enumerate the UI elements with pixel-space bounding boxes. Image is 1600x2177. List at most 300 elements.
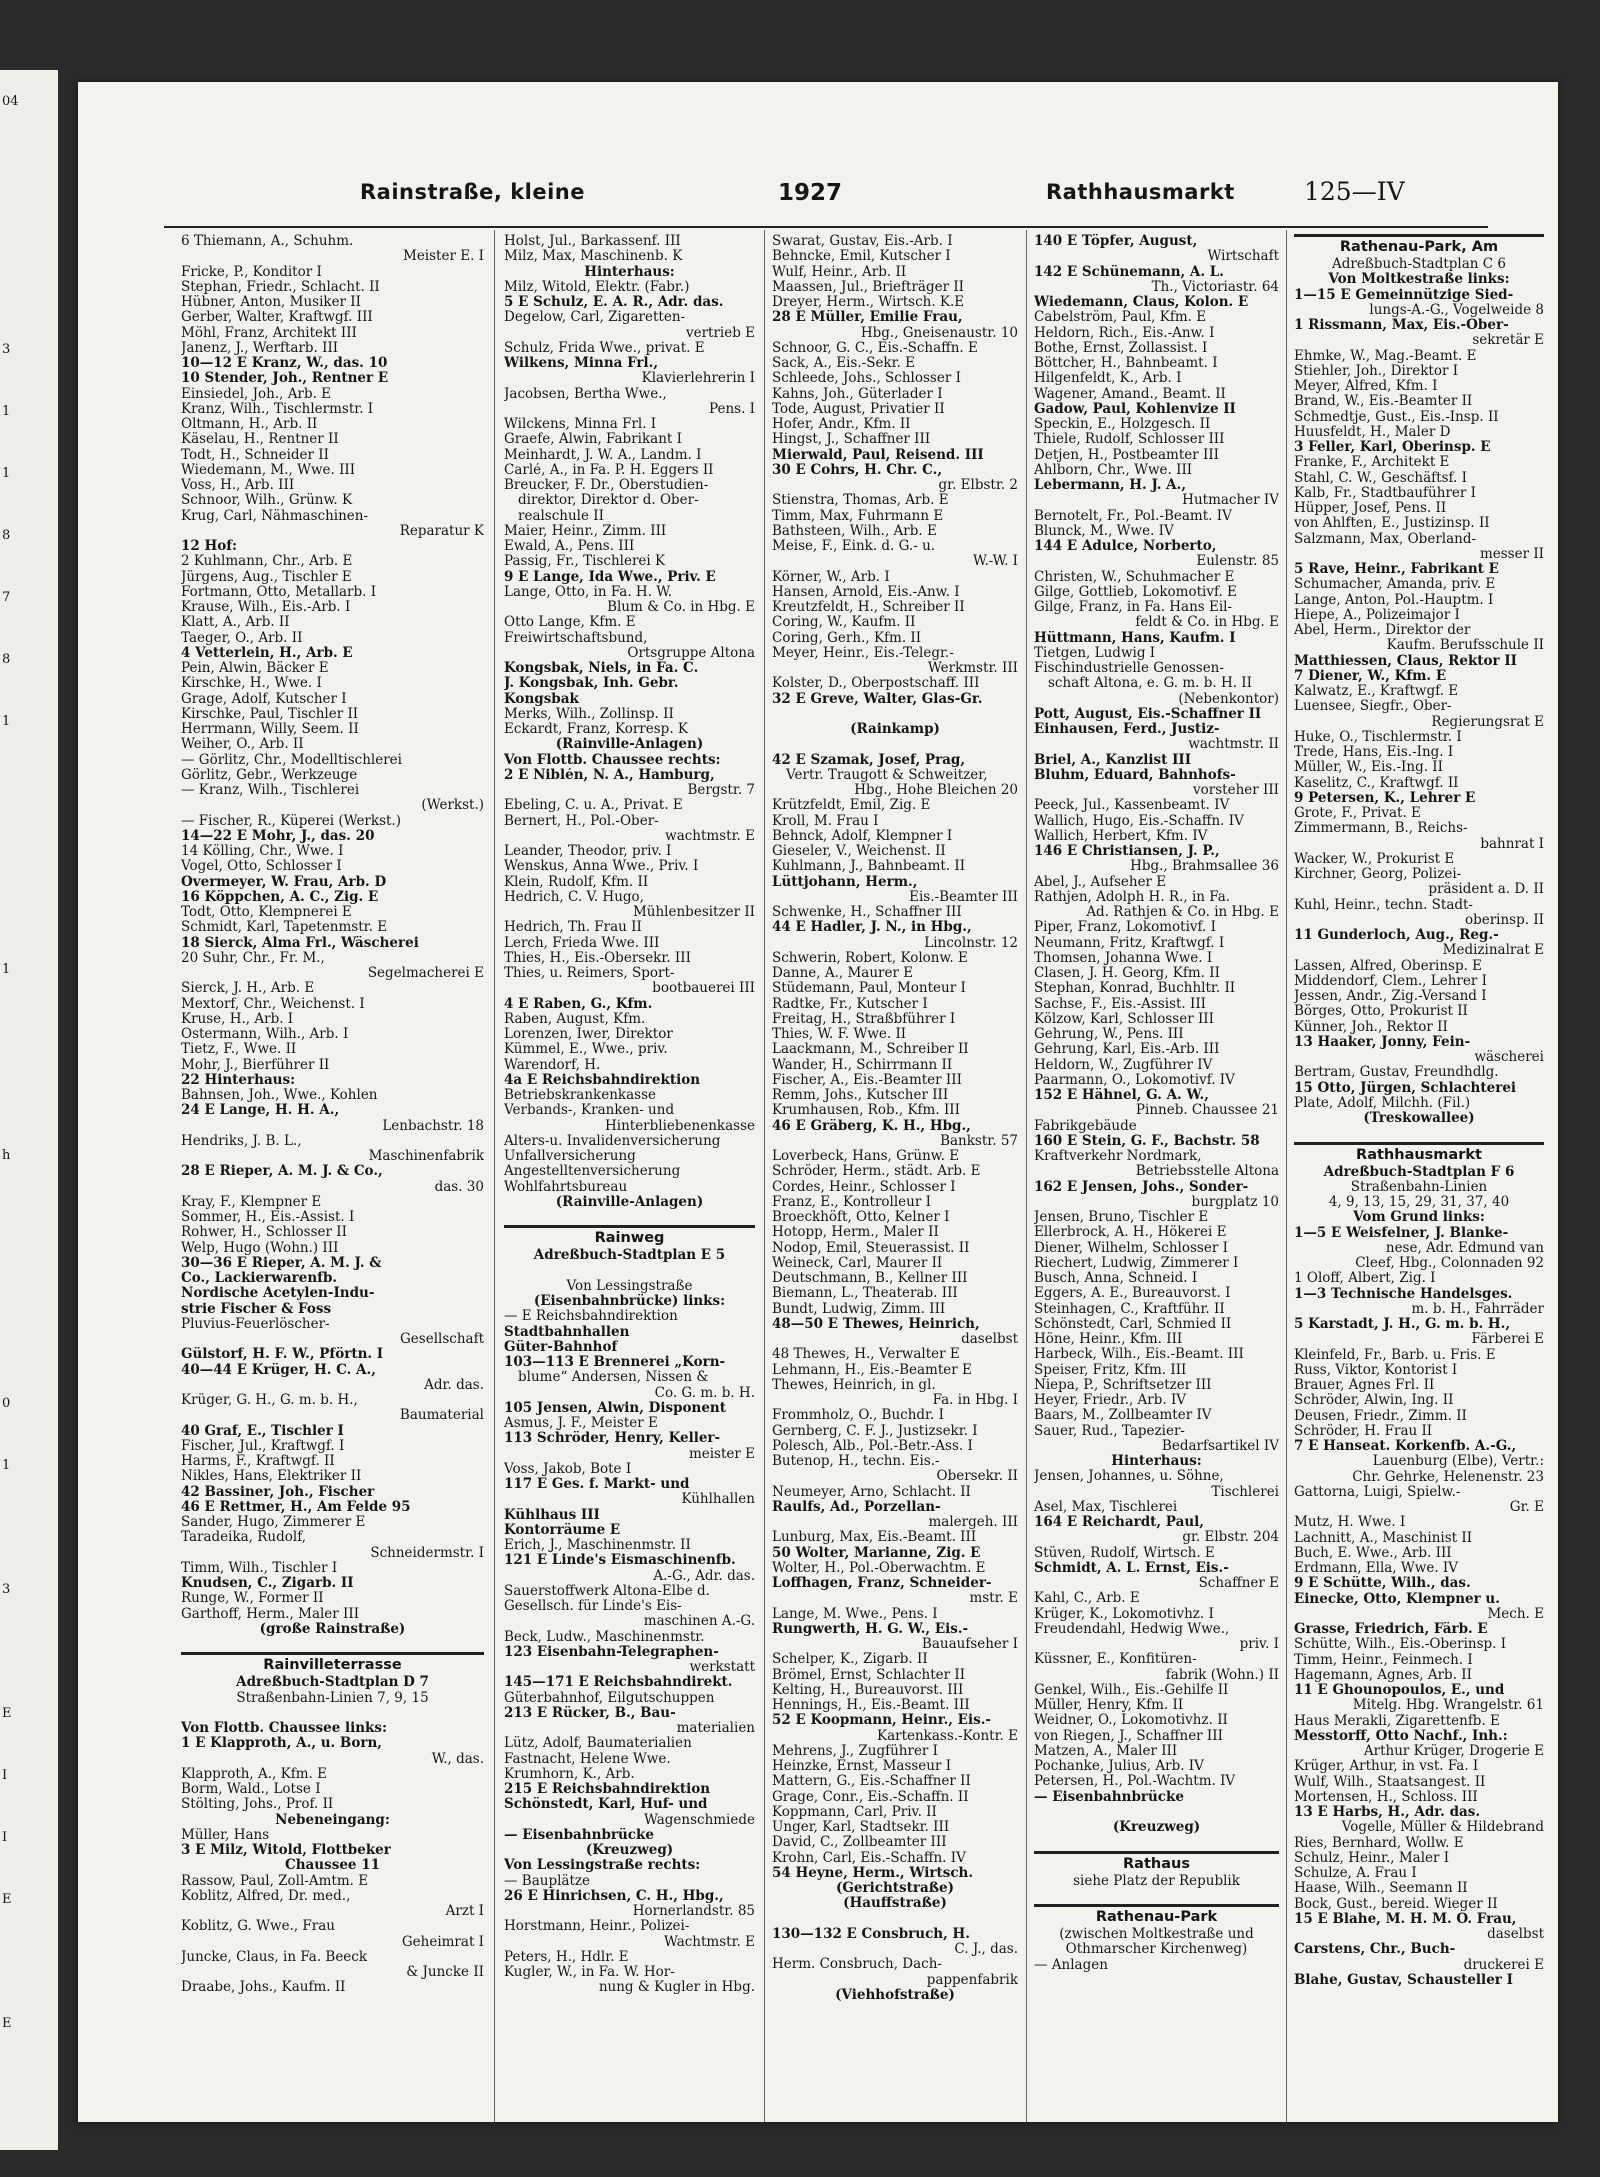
directory-entry: Warendorf, H. bbox=[504, 1057, 601, 1073]
adjacent-page-edge bbox=[0, 70, 58, 2150]
directory-entry: Kelting, H., Bureauvorst. III bbox=[772, 1682, 964, 1698]
directory-entry: Ellerbrock, A. H., Hökerei E bbox=[1034, 1225, 1227, 1241]
directory-entry: Meise, F., Eink. d. G.- u. bbox=[772, 539, 936, 554]
directory-entry: Bergstr. 7 bbox=[687, 783, 755, 798]
edge-glyph: I bbox=[2, 1768, 8, 1783]
directory-entry: 4a E Reichsbahndirektion bbox=[504, 1072, 701, 1088]
directory-entry: 144 E Adulce, Norberto, bbox=[1034, 539, 1217, 554]
directory-entry: Bernotelt, Fr., Pol.-Beamt. IV bbox=[1034, 508, 1232, 524]
directory-entry: Taeger, O., Arb. II bbox=[181, 630, 303, 646]
directory-entry: Pinneb. Chaussee 21 bbox=[1135, 1103, 1279, 1119]
edge-glyph: E bbox=[2, 1892, 12, 1907]
directory-entry: Mehrens, J., Zugführer I bbox=[772, 1743, 939, 1759]
directory-entry: Nebeneingang: bbox=[275, 1812, 390, 1828]
directory-entry: Kraftverkehr Nordmark, bbox=[1034, 1149, 1202, 1164]
directory-entry: Von Flottb. Chaussee rechts: bbox=[504, 752, 721, 768]
directory-entry: Arthur Krüger, Drogerie E bbox=[1363, 1744, 1544, 1759]
directory-entry: Wallich, Herbert, Kfm. IV bbox=[1034, 828, 1208, 844]
directory-entry: 40 Graf, E., Tischler I bbox=[181, 1423, 344, 1439]
column-3 bbox=[772, 234, 1018, 2003]
directory-entry: (Gerichtstraße) bbox=[836, 1881, 954, 1896]
directory-entry: wachtmstr. II bbox=[1188, 737, 1279, 753]
directory-entry: 160 E Stein, G. F., Bachstr. 58 bbox=[1034, 1133, 1260, 1149]
directory-entry: Koblitz, G. Wwe., Frau bbox=[181, 1919, 335, 1935]
directory-entry: Pens. I bbox=[708, 401, 755, 417]
directory-entry: Wulf, Heinr., Arb. II bbox=[772, 264, 907, 280]
directory-entry: Lachnitt, A., Maschinist II bbox=[1294, 1530, 1473, 1546]
directory-entry: 7 E Hanseat. Korkenfb. A.-G., bbox=[1294, 1439, 1517, 1454]
directory-entry: Plate, Adolf, Milchh. (Fil.) bbox=[1294, 1095, 1471, 1111]
directory-entry: Runge, W., Former II bbox=[181, 1591, 324, 1607]
directory-entry: Gernberg, C. F. J., Justizsekr. I bbox=[772, 1423, 978, 1439]
directory-entry: Kirschke, H., Wwe. I bbox=[181, 676, 322, 692]
directory-entry: Kalb, Fr., Stadtbauführer I bbox=[1294, 485, 1476, 501]
directory-entry: — Görlitz, Chr., Modelltischlerei bbox=[181, 752, 402, 768]
directory-entry: Zimmermann, B., Reichs- bbox=[1294, 821, 1468, 837]
directory-entry: Mech. E bbox=[1487, 1606, 1544, 1622]
directory-entry: 140 E Töpfer, August, bbox=[1034, 234, 1198, 249]
directory-entry: Juncke, Claus, in Fa. Beeck bbox=[181, 1949, 368, 1965]
directory-entry: Merks, Wilh., Zollinsp. II bbox=[504, 706, 674, 722]
directory-entry: Schmedtje, Gust., Eis.-Insp. II bbox=[1294, 409, 1499, 425]
directory-entry: Draabe, Johs., Kaufm. II bbox=[181, 1980, 346, 1996]
directory-entry: Rungwerth, H. G. W., Eis.- bbox=[772, 1621, 969, 1637]
directory-entry: 6 Thiemann, A., Schuhm. bbox=[181, 234, 354, 249]
directory-entry: Meyer, Alfred, Kfm. I bbox=[1294, 379, 1438, 394]
directory-entry: Coring, Gerh., Kfm. II bbox=[772, 630, 922, 646]
directory-entry: Peters, H., Hdlr. E bbox=[504, 1949, 629, 1965]
directory-entry: Knudsen, C., Zigarb. II bbox=[181, 1576, 354, 1591]
directory-entry: Mortensen, H., Schloss. III bbox=[1294, 1789, 1478, 1805]
directory-entry: Sommer, H., Eis.-Assist. I bbox=[181, 1210, 355, 1225]
directory-entry: Schönstedt, Karl, Huf- und bbox=[504, 1797, 708, 1813]
column-2 bbox=[504, 234, 755, 1996]
directory-entry: werkstatt bbox=[689, 1660, 755, 1675]
directory-entry: Brand, W., Eis.-Beamter II bbox=[1294, 394, 1473, 410]
directory-entry: Asel, Max, Tischlerei bbox=[1034, 1499, 1178, 1515]
directory-entry: Luensee, Siegfr., Ober- bbox=[1294, 699, 1452, 715]
directory-entry: Bothe, Ernst, Zollassist. I bbox=[1034, 340, 1208, 356]
directory-entry: 18 Sierck, Alma Frl., Wäscherei bbox=[181, 935, 419, 951]
directory-entry: nese, Adr. Edmund van bbox=[1385, 1240, 1544, 1256]
directory-entry: m. b. H., Fahrräder bbox=[1411, 1301, 1544, 1317]
directory-entry: 30 E Cohrs, H. Chr. C., bbox=[772, 462, 943, 478]
directory-entry: (Rainville-Anlagen) bbox=[555, 1194, 704, 1210]
directory-entry: Hilgenfeldt, K., Arb. I bbox=[1034, 371, 1182, 387]
directory-entry: Kuhl, Heinr., techn. Stadt- bbox=[1294, 897, 1473, 913]
directory-entry: Maier, Heinr., Zimm. III bbox=[504, 523, 667, 539]
directory-entry: Sander, Hugo, Zimmerer E bbox=[181, 1515, 366, 1530]
directory-entry: Bundt, Ludwig, Zimm. III bbox=[772, 1301, 946, 1317]
directory-entry: Detjen, H., Postbeamter III bbox=[1034, 447, 1219, 463]
directory-entry: Wagener, Amand., Beamt. II bbox=[1034, 386, 1226, 402]
directory-entry: Kahns, Joh., Güterlader I bbox=[772, 386, 943, 402]
directory-entry: Clasen, J. H. Georg, Kfm. II bbox=[1034, 966, 1220, 981]
directory-entry: 44 E Hadler, J. N., in Hbg., bbox=[772, 920, 972, 936]
directory-entry: Tode, August, Privatier II bbox=[772, 401, 945, 417]
directory-entry: Gehrung, W., Pens. III bbox=[1034, 1027, 1184, 1042]
directory-entry: Klavierlehrerin I bbox=[641, 371, 755, 387]
directory-entry: Müller, W., Eis.-Ing. II bbox=[1294, 760, 1443, 776]
directory-entry: Wander, H., Schirrmann II bbox=[772, 1057, 953, 1073]
directory-entry: Kruse, H., Arb. I bbox=[181, 1011, 294, 1027]
directory-entry: Arzt I bbox=[445, 1904, 484, 1919]
directory-entry: Gesellsch. für Linde's Eis- bbox=[504, 1599, 682, 1614]
directory-entry: Busch, Anna, Schneid. I bbox=[1034, 1271, 1198, 1286]
directory-entry: Kaufm. Berufsschule II bbox=[1386, 638, 1544, 654]
street-heading: Rathenau-Park, Am bbox=[1294, 234, 1544, 257]
directory-entry: Hedrich, C. V. Hugo, bbox=[504, 889, 644, 905]
directory-entry: vorsteher III bbox=[1193, 783, 1279, 798]
directory-entry: Medizinalrat E bbox=[1442, 943, 1544, 959]
directory-entry: Jacobsen, Bertha Wwe., bbox=[504, 386, 667, 402]
directory-entry: Coring, W., Kaufm. II bbox=[772, 615, 916, 631]
directory-entry: Gr. E bbox=[1509, 1500, 1544, 1515]
directory-entry: (Eisenbahnbrücke) links: bbox=[533, 1294, 726, 1309]
directory-entry: Regierungsrat E bbox=[1431, 714, 1544, 730]
directory-entry: Güterbahnhof, Eilgutschuppen bbox=[504, 1690, 715, 1706]
column-divider bbox=[1026, 230, 1027, 2122]
directory-entry: (Hauffstraße) bbox=[843, 1896, 947, 1912]
directory-entry: Straßenbahn-Linien bbox=[1350, 1179, 1488, 1195]
edge-glyph: I bbox=[2, 1830, 8, 1845]
directory-entry: Timm, Max, Fuhrmann E bbox=[772, 508, 944, 524]
directory-entry: Kuhlmann, J., Bahnbeamt. II bbox=[772, 859, 966, 875]
directory-entry: blume“ Andersen, Nissen & bbox=[518, 1370, 709, 1386]
directory-entry: Meister E. I bbox=[403, 249, 484, 265]
directory-entry: Gesellschaft bbox=[400, 1332, 484, 1347]
directory-entry: Lange, Otto, in Fa. H. W. bbox=[504, 584, 673, 600]
directory-entry: Speiser, Fritz, Kfm. III bbox=[1034, 1362, 1187, 1378]
directory-entry: Küssner, E., Konfitüren- bbox=[1034, 1652, 1197, 1668]
directory-entry: strie Fischer & Foss bbox=[181, 1301, 332, 1317]
directory-entry: Buch, E. Wwe., Arb. III bbox=[1294, 1545, 1452, 1561]
directory-entry: Cabelström, Paul, Kfm. E bbox=[1034, 310, 1207, 326]
edge-glyph: h bbox=[2, 1148, 11, 1163]
directory-entry: Verbands-, Kranken- und bbox=[504, 1103, 675, 1119]
directory-entry: 1 E Klapproth, A., u. Born, bbox=[181, 1736, 382, 1752]
spacer bbox=[772, 707, 1018, 722]
directory-entry: 5 E Schulz, E. A. R., Adr. das. bbox=[504, 295, 724, 310]
directory-entry: Bluhm, Eduard, Bahnhofs- bbox=[1034, 767, 1236, 783]
edge-glyph: E bbox=[2, 1706, 12, 1721]
directory-entry: 14—22 E Mohr, J., das. 20 bbox=[181, 828, 375, 844]
directory-entry: Vertr. Traugott & Schweitzer, bbox=[786, 767, 988, 783]
directory-entry: Holst, Jul., Barkassenf. III bbox=[504, 234, 681, 249]
directory-entry: Milz, Max, Maschinenb. K bbox=[504, 249, 683, 265]
directory-entry: Wulf, Wilh., Staatsangest. II bbox=[1294, 1774, 1486, 1790]
directory-entry: 2 Kuhlmann, Chr., Arb. E bbox=[181, 554, 353, 570]
directory-entry: Mattern, G., Eis.-Schaffner II bbox=[772, 1774, 971, 1790]
directory-entry: 7 Diener, W., Kfm. E bbox=[1294, 668, 1447, 684]
directory-entry: Käselau, H., Rentner II bbox=[181, 432, 339, 448]
directory-entry: daselbst bbox=[1487, 1927, 1544, 1942]
directory-entry: Hüpper, Josef, Pens. II bbox=[1294, 501, 1447, 516]
directory-entry: Grote, F., Privat. E bbox=[1294, 806, 1421, 821]
directory-entry: Wenskus, Anna Wwe., Priv. I bbox=[504, 859, 699, 875]
directory-entry: Krüger, G. H., G. m. b. H., bbox=[181, 1393, 358, 1408]
directory-entry: Krüger, K., Lokomotivhz. I bbox=[1034, 1606, 1214, 1622]
directory-entry: Co., Lackierwarenfb. bbox=[181, 1271, 338, 1286]
directory-entry: — Kranz, Wilh., Tischlerei bbox=[181, 783, 360, 798]
directory-entry: Stadtbahnhallen bbox=[504, 1324, 630, 1340]
directory-entry: Straßenbahn-Linien 7, 9, 15 bbox=[236, 1690, 429, 1706]
directory-entry: David, C., Zollbeamter III bbox=[772, 1835, 947, 1851]
directory-entry: Schulz, Heinr., Maler I bbox=[1294, 1850, 1450, 1866]
directory-page bbox=[78, 82, 1558, 2122]
directory-entry: 30—36 E Rieper, A. M. J. & bbox=[181, 1255, 382, 1271]
directory-entry: Von Flottb. Chaussee links: bbox=[181, 1721, 387, 1736]
directory-entry: Messtorff, Otto Nachf., Inh.: bbox=[1294, 1728, 1508, 1744]
directory-entry: Pein, Alwin, Bäcker E bbox=[181, 661, 329, 676]
directory-entry: Oltmann, H., Arb. II bbox=[181, 417, 318, 432]
directory-entry: Wiedemann, M., Wwe. III bbox=[181, 462, 356, 478]
directory-entry: 13 Haaker, Jonny, Fein- bbox=[1294, 1034, 1471, 1050]
directory-entry: 215 E Reichsbahndirektion bbox=[504, 1782, 711, 1797]
directory-entry: Ebeling, C. u. A., Privat. E bbox=[504, 798, 683, 814]
directory-entry: nung & Kugler in Hbg. bbox=[598, 1980, 755, 1996]
directory-entry: Hinterbliebenenkasse bbox=[604, 1118, 755, 1134]
directory-entry: Schröder, Herm., städt. Arb. E bbox=[772, 1164, 981, 1180]
edge-glyph: 0 bbox=[2, 1396, 11, 1411]
directory-entry: Krohn, Carl, Eis.-Schaffn. IV bbox=[772, 1850, 966, 1866]
directory-entry: maschinen A.-G. bbox=[643, 1614, 755, 1630]
street-heading: Rainweg bbox=[504, 1225, 755, 1248]
column-4 bbox=[1034, 234, 1279, 1973]
directory-entry: Schumacher, Amanda, priv. E bbox=[1294, 577, 1496, 593]
directory-entry: Fortmann, Otto, Metallarb. I bbox=[181, 584, 377, 600]
directory-entry: Schönstedt, Carl, Schmied II bbox=[1034, 1316, 1232, 1332]
directory-entry: Loffhagen, Franz, Schneider- bbox=[772, 1576, 992, 1591]
directory-entry: 40—44 E Krüger, H. C. A., bbox=[181, 1362, 376, 1378]
directory-entry: 145—171 E Reichsbahndirekt. bbox=[504, 1675, 733, 1691]
directory-entry: Baumaterial bbox=[399, 1408, 484, 1424]
directory-entry: Chr. Gehrke, Helenenstr. 23 bbox=[1352, 1469, 1544, 1485]
column-5 bbox=[1294, 234, 1544, 1988]
directory-entry: Mutz, H. Wwe. I bbox=[1294, 1515, 1406, 1531]
directory-entry: 9 E Lange, Ida Wwe., Priv. E bbox=[504, 569, 716, 585]
directory-entry: Lebermann, H. J. A., bbox=[1034, 478, 1187, 493]
directory-entry: Bauaufseher I bbox=[921, 1637, 1018, 1652]
directory-entry: Erich, J., Maschinenmstr. II bbox=[504, 1538, 691, 1553]
directory-entry: Körner, W., Arb. I bbox=[772, 569, 890, 585]
directory-entry: Thies, u. Reimers, Sport- bbox=[504, 966, 675, 981]
directory-entry: Werkmstr. III bbox=[927, 661, 1018, 676]
directory-entry: Kugler, W., in Fa. W. Hor- bbox=[504, 1965, 675, 1980]
directory-entry: Passig, Fr., Tischlerei K bbox=[504, 554, 666, 570]
directory-entry: Beck, Ludw., Maschinenmstr. bbox=[504, 1629, 705, 1645]
directory-entry: Adreßbuch-Stadtplan C 6 bbox=[1332, 257, 1506, 272]
directory-entry: Trede, Hans, Eis.-Ing. I bbox=[1294, 745, 1454, 760]
directory-entry: von Ahlften, E., Justizinsp. II bbox=[1294, 516, 1490, 532]
directory-entry: Peeck, Jul., Kassenbeamt. IV bbox=[1034, 798, 1230, 814]
directory-entry: Garthoff, Herm., Maler III bbox=[181, 1606, 360, 1622]
directory-entry: Wachtmstr. E bbox=[664, 1934, 755, 1950]
directory-entry: 28 E Müller, Emilie Frau, bbox=[772, 310, 963, 326]
directory-entry: Schneidermstr. I bbox=[370, 1545, 484, 1561]
header-rule bbox=[164, 226, 1488, 228]
directory-entry: 54 Heyne, Herm., Wirtsch. bbox=[772, 1865, 974, 1881]
directory-entry: Höne, Heinr., Kfm. III bbox=[1034, 1332, 1183, 1347]
directory-entry: meister E bbox=[688, 1446, 755, 1462]
directory-entry: direktor, Direktor d. Ober- bbox=[518, 493, 699, 509]
directory-entry: Maassen, Jul., Briefträger II bbox=[772, 279, 964, 295]
directory-entry: Segelmacherei E bbox=[367, 966, 484, 981]
directory-entry: Erdmann, Ella, Wwe. IV bbox=[1294, 1561, 1458, 1576]
directory-entry: Betriebskrankenkasse bbox=[504, 1088, 656, 1103]
directory-entry: 146 E Christiansen, J. P., bbox=[1034, 844, 1220, 859]
column-1 bbox=[181, 234, 484, 1996]
directory-entry: pappenfabrik bbox=[926, 1972, 1018, 1988]
directory-entry: Vom Grund links: bbox=[1353, 1210, 1485, 1226]
directory-entry: Freiwirtschaftsbund, bbox=[504, 630, 648, 646]
directory-entry: Stephan, Konrad, Buchhltr. II bbox=[1034, 981, 1236, 997]
directory-entry: Gieseler, V., Weichenst. II bbox=[772, 844, 946, 859]
directory-entry: Von Lessingstraße bbox=[566, 1278, 693, 1294]
directory-entry: Gattorna, Luigi, Spielw.- bbox=[1294, 1484, 1461, 1500]
directory-entry: Cordes, Heinr., Schlosser I bbox=[772, 1179, 956, 1195]
directory-entry: Möhl, Franz, Architekt III bbox=[181, 325, 357, 341]
page-header bbox=[78, 177, 1558, 224]
directory-entry: Sauerstoffwerk Altona-Elbe d. bbox=[504, 1583, 710, 1599]
directory-entry: C. J., das. bbox=[954, 1942, 1018, 1957]
directory-entry: Von Lessingstraße rechts: bbox=[504, 1858, 701, 1874]
directory-entry: Bock, Gust., bereid. Wieger II bbox=[1294, 1896, 1498, 1912]
directory-entry: Adreßbuch-Stadtplan F 6 bbox=[1323, 1164, 1515, 1180]
header-left-street: Rainstraße, kleine bbox=[360, 180, 585, 204]
directory-entry: Rassow, Paul, Zoll-Amtm. E bbox=[181, 1873, 369, 1889]
directory-entry: Petersen, H., Pol.-Wachtm. IV bbox=[1034, 1774, 1236, 1790]
directory-entry: Abel, Herm., Direktor der bbox=[1294, 623, 1471, 638]
directory-entry: A.-G., Adr. das. bbox=[653, 1568, 755, 1584]
directory-entry: Heldorn, Rich., Eis.-Anw. I bbox=[1034, 325, 1215, 341]
directory-entry: Von Moltkestraße links: bbox=[1328, 272, 1510, 288]
directory-entry: Vogel, Otto, Schlosser I bbox=[181, 859, 342, 875]
directory-entry: — Anlagen bbox=[1034, 1957, 1108, 1973]
directory-entry: Kölzow, Karl, Schlosser III bbox=[1034, 1011, 1214, 1027]
directory-entry: Russ, Viktor, Kontorist I bbox=[1294, 1362, 1458, 1378]
directory-entry: 14 Kölling, Chr., Wwe. I bbox=[181, 844, 344, 859]
directory-entry: Lassen, Alfred, Oberinsp. E bbox=[1294, 958, 1483, 974]
street-heading: Rainvilleterrasse bbox=[181, 1652, 484, 1675]
directory-entry: Schulze, A. Frau I bbox=[1294, 1866, 1417, 1881]
directory-entry: 2 E Niblén, N. A., Hamburg, bbox=[504, 767, 715, 783]
directory-entry: Adreßbuch-Stadtplan E 5 bbox=[533, 1248, 726, 1264]
directory-entry: Klapproth, A., Kfm. E bbox=[181, 1766, 327, 1782]
directory-entry: Schröder, H. Frau II bbox=[1294, 1423, 1433, 1439]
directory-entry: Broeckhöft, Otto, Kelner I bbox=[772, 1210, 950, 1225]
directory-entry: Lerch, Frieda Wwe. III bbox=[504, 935, 660, 951]
directory-entry: Künner, Joh., Rektor II bbox=[1294, 1019, 1448, 1035]
spacer bbox=[504, 1210, 755, 1225]
directory-entry: Rohwer, H., Schlosser II bbox=[181, 1225, 347, 1241]
directory-entry: Meinhardt, J. W. A., Landm. I bbox=[504, 447, 702, 463]
directory-entry: Overmeyer, W. Frau, Arb. D bbox=[181, 874, 387, 890]
directory-entry: Fischindustrielle Genossen- bbox=[1034, 661, 1224, 676]
directory-entry: — E Reichsbahndirektion bbox=[504, 1309, 678, 1325]
directory-entry: Matthiessen, Claus, Rektor II bbox=[1294, 653, 1517, 669]
directory-entry: Niepa, P., Schriftsetzer III bbox=[1034, 1377, 1212, 1393]
directory-entry: Kray, F., Klempner E bbox=[181, 1194, 322, 1210]
directory-entry: Behncke, Emil, Kutscher I bbox=[772, 249, 951, 265]
directory-entry: Lehmann, H., Eis.-Beamter E bbox=[772, 1362, 972, 1378]
directory-entry: Schwenke, H., Schaffner III bbox=[772, 905, 962, 920]
header-year: 1927 bbox=[778, 180, 843, 206]
directory-entry: Mierwald, Paul, Reisend. III bbox=[772, 447, 984, 463]
directory-entry: W., das. bbox=[431, 1751, 484, 1767]
directory-entry: Kartenkass.-Kontr. E bbox=[876, 1728, 1018, 1744]
directory-entry: Haus Merakli, Zigarettenfb. E bbox=[1294, 1713, 1500, 1729]
directory-entry: feldt & Co. in Hbg. E bbox=[1135, 615, 1279, 631]
directory-entry: Koppmann, Carl, Priv. II bbox=[772, 1804, 937, 1820]
directory-entry: Bankstr. 57 bbox=[940, 1133, 1018, 1149]
directory-entry: Abel, J., Aufseher E bbox=[1034, 874, 1167, 890]
directory-entry: 123 Eisenbahn-Telegraphen- bbox=[504, 1644, 719, 1660]
directory-entry: 10 Stender, Joh., Rentner E bbox=[181, 371, 389, 387]
directory-entry: Lüttjohann, Herm., bbox=[772, 874, 918, 890]
directory-entry: das. 30 bbox=[434, 1179, 484, 1195]
directory-entry: Bathsteen, Wilh., Arb. E bbox=[772, 523, 937, 539]
directory-entry: Angestelltenversicherung bbox=[504, 1164, 681, 1180]
directory-entry: W.-W. I bbox=[972, 554, 1018, 570]
directory-entry: Hendriks, J. B. L., bbox=[181, 1133, 302, 1149]
directory-entry: Hinterhaus: bbox=[1111, 1454, 1202, 1469]
column-divider bbox=[1286, 230, 1287, 2122]
directory-entry: 130—132 E Consbruch, H. bbox=[772, 1926, 970, 1942]
directory-entry: Taradeika, Rudolf, bbox=[181, 1530, 307, 1546]
directory-entry: bahnrat I bbox=[1480, 836, 1544, 852]
directory-entry: Wagenschmiede bbox=[644, 1812, 755, 1828]
directory-entry: Th., Victoriastr. 64 bbox=[1151, 279, 1279, 295]
directory-entry: — Bauplätze bbox=[504, 1873, 590, 1889]
directory-entry: Stüdemann, Paul, Monteur I bbox=[772, 981, 966, 997]
directory-entry: Hotopp, Herm., Maler II bbox=[772, 1225, 939, 1241]
directory-entry: Vogelle, Müller & Hildebrand bbox=[1341, 1820, 1544, 1836]
directory-entry: Baars, M., Zollbeamter IV bbox=[1034, 1408, 1212, 1424]
directory-entry: Blunck, M., Wwe. IV bbox=[1034, 523, 1174, 539]
directory-entry: Wolter, H., Pol.-Oberwachtm. E bbox=[772, 1560, 986, 1576]
directory-entry: Schaffner E bbox=[1198, 1576, 1279, 1591]
directory-entry: Degelow, Carl, Zigaretten- bbox=[504, 310, 686, 326]
directory-entry: Leander, Theodor, priv. I bbox=[504, 844, 672, 859]
directory-entry: Schmidt, Karl, Tapetenmstr. E bbox=[181, 920, 388, 936]
directory-entry: 42 E Szamak, Josef, Prag, bbox=[772, 752, 966, 768]
directory-entry: Obersekr. II bbox=[936, 1469, 1018, 1485]
spacer bbox=[181, 1637, 484, 1652]
directory-entry: — Fischer, R., Küperei (Werkst.) bbox=[181, 813, 401, 829]
directory-entry: Sack, A., Eis.-Sekr. E bbox=[772, 356, 916, 371]
directory-entry: Heyer, Friedr., Arb. IV bbox=[1034, 1393, 1187, 1408]
directory-entry: Kranz, Wilh., Tischlermstr. I bbox=[181, 401, 374, 417]
directory-entry: Kroll, M. Frau I bbox=[772, 813, 879, 829]
directory-entry: Lorenzen, Iwer, Direktor bbox=[504, 1027, 673, 1042]
edge-glyph: 04 bbox=[2, 94, 19, 109]
directory-entry: Fricke, P., Konditor I bbox=[181, 264, 322, 280]
directory-entry: Lütz, Adolf, Baumaterialien bbox=[504, 1736, 692, 1752]
page-number: 125—IV bbox=[1304, 177, 1405, 206]
directory-entry: Kaselitz, C., Kraftwgf. II bbox=[1294, 775, 1459, 791]
directory-entry: Einsiedel, Joh., Arb. E bbox=[181, 386, 332, 402]
directory-entry: Geheimrat I bbox=[401, 1934, 484, 1950]
directory-entry: Jürgens, Aug., Tischler E bbox=[181, 569, 352, 585]
directory-entry: Stiehler, Joh., Direktor I bbox=[1294, 363, 1459, 379]
directory-entry: 46 E Gräberg, K. H., Hbg., bbox=[772, 1118, 971, 1134]
directory-entry: Jensen, Bruno, Tischler E bbox=[1034, 1210, 1209, 1225]
directory-entry: Gadow, Paul, Kohlenvize II bbox=[1034, 401, 1236, 417]
directory-entry: Lauenburg (Elbe), Vertr.: bbox=[1372, 1454, 1544, 1470]
directory-entry: Ad. Rathjen & Co. in Hbg. E bbox=[1086, 905, 1279, 920]
directory-entry: Böttcher, H., Bahnbeamt. I bbox=[1034, 356, 1218, 371]
